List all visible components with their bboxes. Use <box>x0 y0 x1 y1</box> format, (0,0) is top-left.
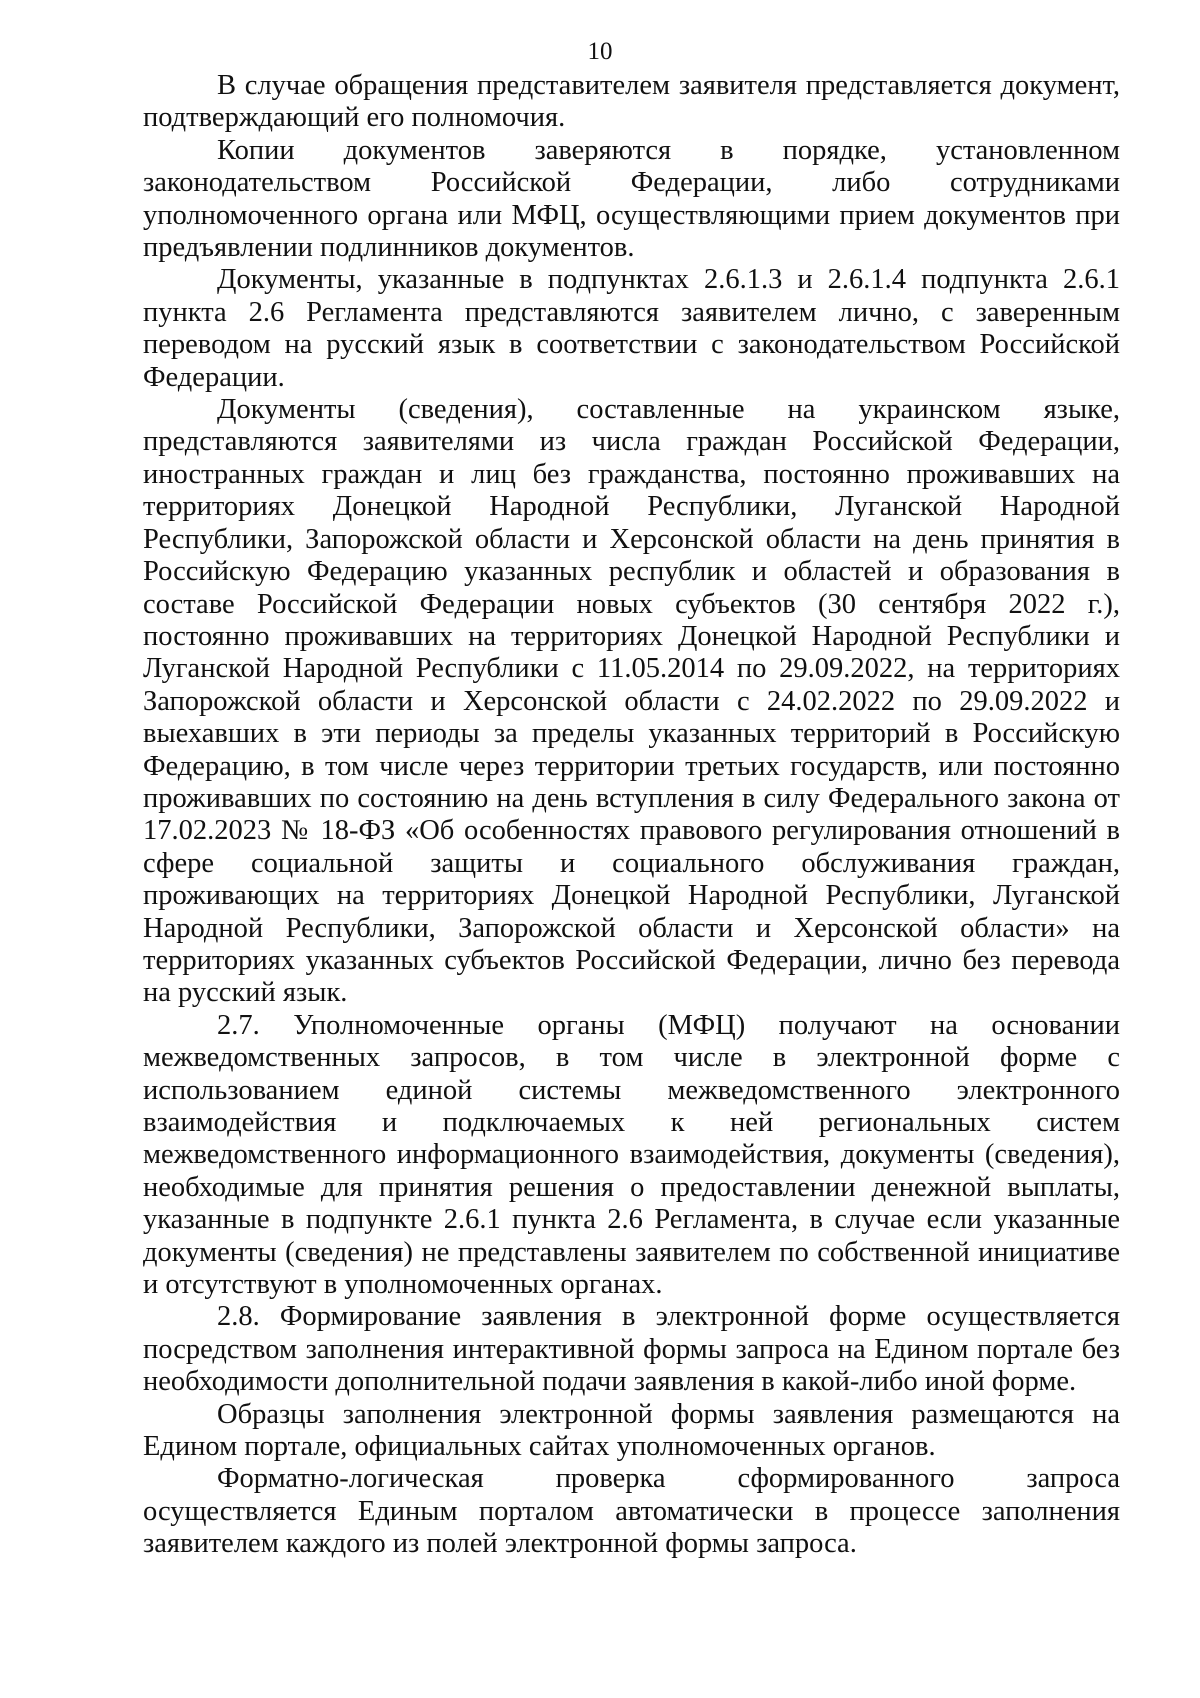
paragraph-section-2-8: 2.8. Формирование заявления в электронной форме осуществляется посредством заполнения интерактивной формы запроса на Едином портале без необходимости дополнительной подачи заявления в какой-либо иной форме. <box>143 1301 1120 1398</box>
paragraph-translation-requirement: Документы, указанные в подпунктах 2.6.1.3 и 2.6.1.4 подпункта 2.6.1 пункта 2.6 Регламента представляются заявителем лично, с заверенным переводом на русский язык в соответствии с законодательством Российской Федерации. <box>143 264 1120 393</box>
paragraph-format-logical-check: Форматно-логическая проверка сформированного запроса осуществляется Единым порталом автоматически в процессе заполнения заявителем каждого из полей электронной формы запроса. <box>143 1463 1120 1560</box>
document-body <box>143 70 1120 1561</box>
page-number: 10 <box>587 38 613 65</box>
paragraph-representative-document: В случае обращения представителем заявителя представляется документ, подтверждающий его полномочия. <box>143 70 1120 134</box>
paragraph-section-2-7: 2.7. Уполномоченные органы (МФЦ) получают на основании межведомственных запросов, в том числе в электронной форме с использованием единой системы межведомственного электронного взаимодействия и подключаемых к ней региональных систем межведомственного информационного взаимодействия, документы (сведения), необходимые для принятия решения о предоставлении денежной выплаты, указанные в подпункте 2.6.1 пункта 2.6 Регламента, в случае если указанные документы (сведения) не представлены заявителем по собственной инициативе и отсутствуют в уполномоченных органах. <box>143 1009 1120 1301</box>
paragraph-ukrainian-language-documents: Документы (сведения), составленные на украинском языке, представляются заявителями из числа граждан Российской Федерации, иностранных граждан и лиц без гражданства, постоянно проживавших на территориях Донецкой Народной Республики, Луганской Народной Республики, Запорожской области и Херсонской области на день принятия в Российскую Федерацию указанных республик и областей и образования в составе Российской Федерации новых субъектов (30 сентября 2022 г.), постоянно проживавших на территориях Донецкой Народной Республики и Луганской Народной Республики с 11.05.2014 по 29.09.2022, на территориях Запорожской области и Херсонской области с 24.02.2022 по 29.09.2022 и выехавших в эти периоды за пределы указанных территорий в Российскую Федерацию, в том числе через территории третьих государств, или постоянно проживавших по состоянию на день вступления в силу Федерального закона от 17.02.2023 № 18-ФЗ «Об особенностях правового регулирования отношений в сфере социальной защиты и социального обслуживания граждан, проживающих на территориях Донецкой Народной Республики, Луганской Народной Республики, Запорожской области и Херсонской области» на территориях указанных субъектов Российской Федерации, лично без перевода на русский язык. <box>143 394 1120 1009</box>
paragraph-document-copies: Копии документов заверяются в порядке, установленном законодательством Российской Федерации, либо сотрудниками уполномоченного органа или МФЦ, осуществляющими прием документов при предъявлении подлинников документов. <box>143 134 1120 264</box>
paragraph-form-samples: Образцы заполнения электронной формы заявления размещаются на Едином портале, официальных сайтах уполномоченных органов. <box>143 1398 1120 1463</box>
